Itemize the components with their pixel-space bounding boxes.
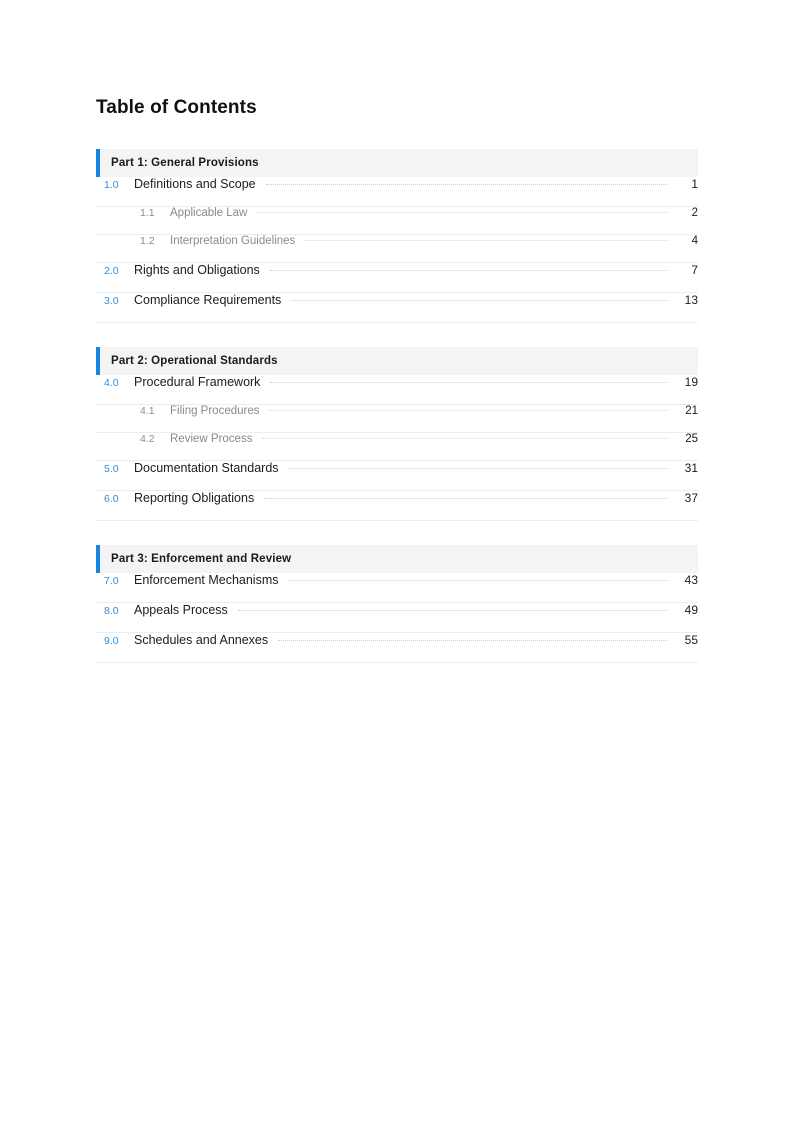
- toc-leader-dots: [270, 381, 668, 383]
- toc-entry-page-number: 55: [684, 633, 698, 647]
- toc-entry-label: Schedules and Annexes: [134, 633, 269, 647]
- toc-leader-dots: [262, 437, 668, 439]
- toc-leader-dots: [278, 639, 668, 641]
- toc-entry-number: 7.0: [104, 575, 119, 587]
- toc-entry-number: 1.2: [140, 235, 155, 247]
- toc-part: [96, 545, 698, 663]
- toc-leader-dots: [257, 211, 668, 213]
- toc-entry[interactable]: [96, 433, 698, 461]
- toc-part-header: [96, 149, 698, 177]
- table-of-contents: [96, 149, 698, 663]
- toc-entry-label: Documentation Standards: [134, 461, 279, 475]
- toc-leader-dots: [289, 467, 668, 469]
- toc-leader-dots: [269, 409, 668, 411]
- toc-entry-label: Interpretation Guidelines: [170, 235, 296, 247]
- toc-entry-page-number: 4: [691, 235, 698, 247]
- toc-entry-page-number: 37: [684, 491, 698, 505]
- toc-entry-number: 2.0: [104, 265, 119, 277]
- toc-entry-number: 8.0: [104, 605, 119, 617]
- toc-entry[interactable]: [96, 263, 698, 293]
- toc-part-title: Part 2: Operational Standards: [111, 355, 278, 367]
- toc-leader-dots: [270, 269, 668, 271]
- toc-entry[interactable]: [96, 235, 698, 263]
- toc-entry-number: 6.0: [104, 493, 119, 505]
- toc-entry-page-number: 43: [684, 573, 698, 587]
- toc-entry[interactable]: [96, 633, 698, 663]
- page-content: [96, 0, 698, 663]
- toc-part-title: Part 1: General Provisions: [111, 157, 259, 169]
- toc-entry-page-number: 13: [684, 293, 698, 307]
- toc-entry-label: Review Process: [170, 433, 253, 445]
- toc-entry-number: 1.0: [104, 179, 119, 191]
- toc-leader-dots: [264, 497, 668, 499]
- toc-entry-number: 9.0: [104, 635, 119, 647]
- toc-leader-dots: [266, 183, 668, 185]
- toc-entry[interactable]: [96, 293, 698, 323]
- toc-entry[interactable]: [96, 177, 698, 207]
- toc-entry-label: Procedural Framework: [134, 375, 261, 389]
- toc-leader-dots: [291, 299, 668, 301]
- toc-entry-number: 4.0: [104, 377, 119, 389]
- toc-part-header: [96, 545, 698, 573]
- toc-leader-dots: [305, 239, 668, 241]
- toc-entry-page-number: 21: [685, 405, 698, 417]
- toc-entry-page-number: 49: [684, 603, 698, 617]
- toc-entry-label: Reporting Obligations: [134, 491, 255, 505]
- toc-entry-number: 4.2: [140, 433, 155, 445]
- toc-leader-dots: [238, 609, 668, 611]
- toc-entry[interactable]: [96, 603, 698, 633]
- toc-entry-label: Applicable Law: [170, 207, 248, 219]
- page-title: Table of Contents: [96, 97, 257, 118]
- toc-entry-number: 3.0: [104, 295, 119, 307]
- toc-entry-number: 5.0: [104, 463, 119, 475]
- toc-entry-number: 4.1: [140, 405, 155, 417]
- toc-part-header: [96, 347, 698, 375]
- toc-part: [96, 347, 698, 521]
- toc-entry[interactable]: [96, 491, 698, 521]
- toc-entry[interactable]: [96, 207, 698, 235]
- toc-entry-page-number: 7: [691, 263, 698, 277]
- toc-entry[interactable]: [96, 375, 698, 405]
- toc-entry-page-number: 19: [684, 375, 698, 389]
- toc-part: [96, 149, 698, 323]
- toc-entry-page-number: 1: [691, 177, 698, 191]
- toc-leader-dots: [289, 579, 668, 581]
- toc-part-title: Part 3: Enforcement and Review: [111, 553, 292, 565]
- toc-entry[interactable]: [96, 405, 698, 433]
- toc-entry-page-number: 2: [691, 207, 698, 219]
- toc-entry-number: 1.1: [140, 207, 155, 219]
- toc-entry-page-number: 31: [684, 461, 698, 475]
- toc-entry-label: Definitions and Scope: [134, 177, 256, 191]
- toc-entry[interactable]: [96, 461, 698, 491]
- toc-entry-label: Appeals Process: [134, 603, 228, 617]
- toc-entry-page-number: 25: [685, 433, 698, 445]
- toc-entry-label: Rights and Obligations: [134, 263, 260, 277]
- toc-entry[interactable]: [96, 573, 698, 603]
- toc-entry-label: Compliance Requirements: [134, 293, 282, 307]
- toc-entry-label: Enforcement Mechanisms: [134, 573, 279, 587]
- toc-entry-label: Filing Procedures: [170, 405, 260, 417]
